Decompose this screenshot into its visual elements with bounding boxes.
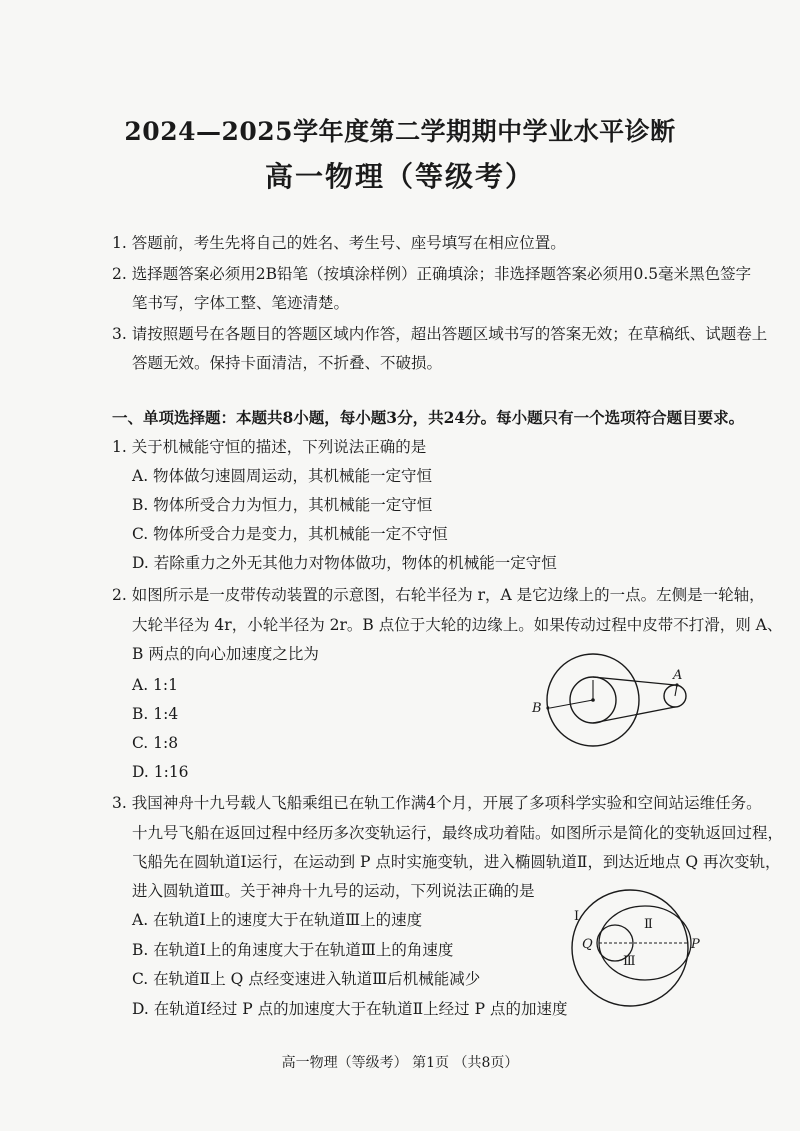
orbit-1-label: Ⅰ [574,909,580,924]
instruction-3: 3. 请按照题号在各题目的答题区域内作答，超出答题区域书写的答案无效；在草稿纸、试题卷上 [112,325,768,343]
q3-stem-2: 十九号飞船在返回过程中经历多次变轨运行，最终成功着陆。如图所示是简化的变轨返回过程， [132,824,784,842]
q1-option-b: B. 物体所受合力为恒力，其机械能一定守恒 [132,496,433,514]
q2-option-b: B. 1:4 [132,705,179,723]
q3-stem-1: 3. 我国神舟十九号载人飞船乘组已在轨工作满4个月，开展了多项科学实验和空间站运维任务。 [112,794,762,812]
q2-option-d: D. 1:16 [132,763,189,781]
instruction-1: 1. 答题前，考生先将自己的姓名、考生号、座号填写在相应位置。 [112,234,566,252]
label-q: Q [582,937,593,952]
q3-option-d: D. 在轨道Ⅰ经过 P 点的加速度大于在轨道Ⅱ上经过 P 点的加速度 [132,1000,568,1018]
q1-option-c: C. 物体所受合力是变力，其机械能一定不守恒 [132,525,448,543]
q3-option-c: C. 在轨道Ⅱ上 Q 点经变速进入轨道Ⅲ后机械能减少 [132,970,481,988]
q1-option-a: A. 物体做匀速圆周运动，其机械能一定守恒 [132,467,433,485]
exam-title: 2024—2025学年度第二学期期中学业水平诊断 [124,117,676,146]
label-p: P [691,937,700,952]
q3-stem-4: 进入圆轨道Ⅲ。关于神舟十九号的运动，下列说法正确的是 [132,882,535,900]
q2-stem-1: 2. 如图所示是一皮带传动装置的示意图，右轮半径为 r，A 是它边缘上的一点。左侧是一轮轴， [112,586,765,604]
q2-option-c: C. 1:8 [132,734,179,752]
orbit-2-label: Ⅱ [644,917,653,932]
page-footer: 高一物理（等级考） 第1页 （共8页） [281,1055,519,1071]
q1-stem: 1. 关于机械能守恒的描述，下列说法正确的是 [112,438,427,456]
q2-stem-2: 大轮半径为 4r，小轮半径为 2r。B 点位于大轮的边缘上。如果传动过程中皮带不打滑，则 A、 [132,616,783,634]
section-heading: 一、单项选择题：本题共8小题，每小题3分，共24分。每小题只有一个选项符合题目要求。 [112,408,745,427]
instruction-3-cont: 答题无效。保持卡面清洁，不折叠、不破损。 [132,354,443,372]
q3-option-b: B. 在轨道Ⅰ上的角速度大于在轨道Ⅲ上的角速度 [132,941,454,959]
right-radius-line [675,685,677,696]
belt-drive-diagram [532,650,710,760]
orbit-diagram [560,890,710,1020]
exam-subtitle: 高一物理（等级考） [264,160,535,193]
q3-stem-3: 飞船先在圆轨道Ⅰ运行，在运动到 P 点时实施变轨，进入椭圆轨道Ⅱ，到达近地点 Q 再次变轨， [132,853,781,871]
instruction-2-cont: 笔书写，字体工整、笔迹清楚。 [132,294,350,312]
q3-option-a: A. 在轨道Ⅰ上的速度大于在轨道Ⅲ上的速度 [132,911,423,929]
orbit-3-label: Ⅲ [623,954,636,969]
point-b-dot [546,706,549,709]
q2-option-a: A. 1:1 [132,676,178,694]
label-a: A [673,668,683,683]
point-a-dot [675,683,678,686]
q2-stem-3: B 两点的向心加速度之比为 [132,645,319,663]
center-dot [591,698,595,702]
label-b: B [532,701,542,716]
instruction-2: 2. 选择题答案必须用2B铅笔（按填涂样例）正确填涂；非选择题答案必须用0.5毫米黑色签字 [112,265,752,283]
q1-option-d: D. 若除重力之外无其他力对物体做功，物体的机械能一定守恒 [132,554,557,572]
